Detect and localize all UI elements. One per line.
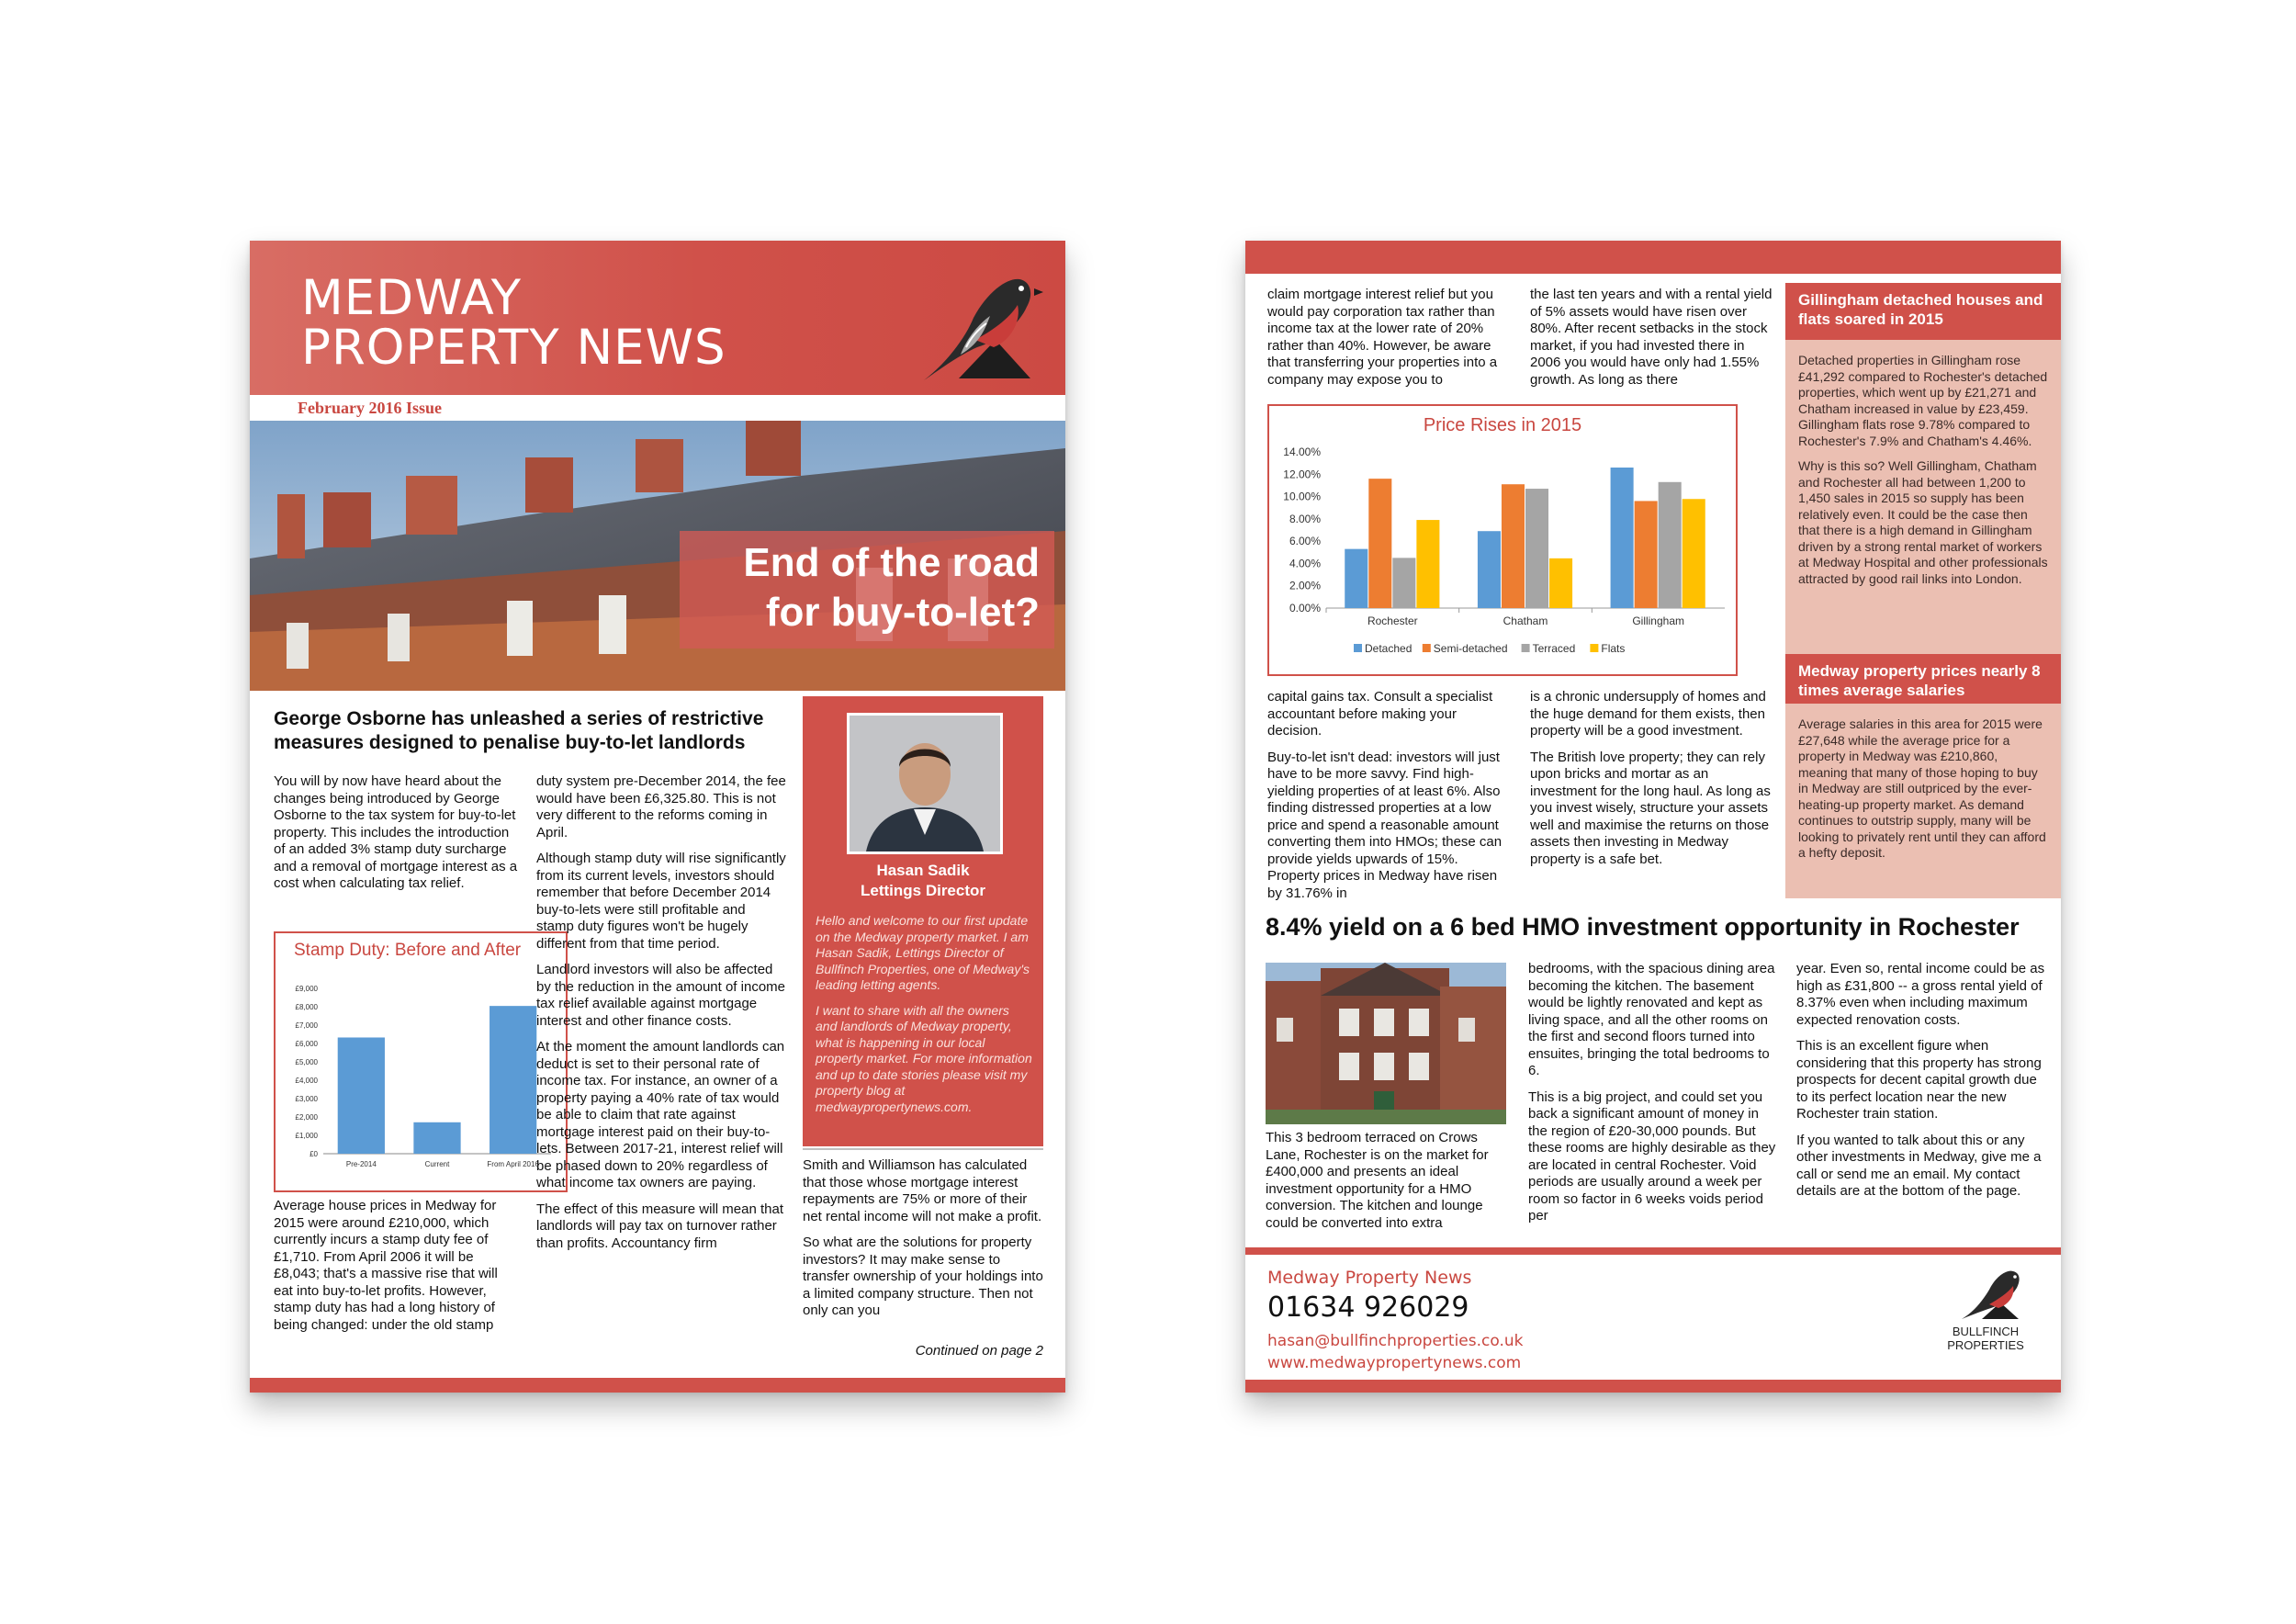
- stamp-duty-chart-plot: [276, 933, 566, 1190]
- bar: [1368, 479, 1391, 608]
- y-tick-label: £2,000: [295, 1113, 318, 1122]
- legend-swatch: [1590, 644, 1598, 652]
- footer-website: www.medwaypropertynews.com: [1267, 1354, 1522, 1372]
- y-tick-label: 4.00%: [1289, 557, 1321, 570]
- footer-divider: [1245, 1247, 2061, 1255]
- bar: [1478, 531, 1501, 608]
- footer-bar: [1245, 1380, 2061, 1393]
- hmo-property-photo: [1266, 963, 1506, 1124]
- y-tick-label: 10.00%: [1283, 490, 1321, 503]
- author-photo: [847, 713, 1003, 854]
- legend-label: Flats: [1601, 642, 1626, 655]
- x-tick-label: Pre-2014: [345, 1160, 377, 1168]
- y-tick-label: £9,000: [295, 985, 318, 993]
- bullfinch-logo-icon: [906, 252, 1049, 388]
- sidebar-body-salaries: [1798, 716, 2050, 862]
- hmo-column-1: [1266, 1130, 1506, 1241]
- article-paragraph: bedrooms, with the spacious dining area becoming the kitchen. The basement would be lightly renovated and kept as living space, and all the other rooms on the first and second floors turned into ensuites, bringing the total bedrooms to 6.: [1528, 961, 1775, 1078]
- article-paragraph: This is an excellent figure when considering that this property has strong prospects for decent capital growth due to its perfect location near the new Rochester train station.: [1796, 1038, 2042, 1122]
- footer-phone: 01634 926029: [1267, 1291, 1469, 1324]
- brand-name-line2: PROPERTIES: [1947, 1338, 2024, 1352]
- price-rises-chart-plot: [1269, 406, 1736, 674]
- article-column-2: [536, 773, 786, 1261]
- legend-swatch: [1354, 644, 1362, 652]
- hero-headline-line2: for buy-to-let?: [765, 590, 1040, 635]
- sidebar-divider: [803, 1148, 1043, 1150]
- x-tick-label: Rochester: [1367, 615, 1418, 627]
- newsletter-page-2: [1245, 241, 2061, 1393]
- brand-name: [1921, 1325, 2050, 1352]
- article-column-1-mid: [1267, 689, 1514, 911]
- market-sidebar: [1785, 283, 2061, 898]
- article-paragraph: Buy-to-let isn't dead: investors will just have to be more savvy. Find high-yielding properties of at least 6%. Also finding distressed properties at a low price and spend a reasonable amount converting them into HMOs; these can provide yields upwards of 15%. Property prices in Medway have risen by 31.76% in: [1267, 749, 1503, 901]
- article-paragraph: claim mortgage interest relief but you would pay corporation tax rather than income tax at the lower rate of 20% rather than 40%. However, be aware that transferring your properties into a company may expose you to: [1267, 287, 1498, 388]
- footer-title: Medway Property News: [1267, 1268, 1472, 1288]
- article-paragraph: the last ten years and with a rental yield of 5% assets would have risen over 80%. After recent setbacks in the stock market, if you had invested there in 2006 you would have only had 1.55% growth. As long as there: [1530, 287, 1773, 388]
- bar: [413, 1122, 460, 1154]
- legend-label: Terraced: [1532, 642, 1576, 655]
- article-column-2: [1530, 287, 1776, 398]
- chart-title: Price Rises in 2015: [1423, 415, 1582, 435]
- article-paragraph: Although stamp duty will rise significantly from its current levels, investors should remember that before December 2014 buy-to-lets were still profitable and stamp duty figures won't be hugely different from that time period.: [536, 851, 786, 952]
- article-paragraph: This is a big project, and could set you back a significant amount of money in the region of £20-30,000 pounds. But these rooms are highly desirable as they are located in central Rochester. Void periods are usually around a week per room so factor in 6 weeks voids period per: [1528, 1088, 1776, 1224]
- y-tick-label: £8,000: [295, 1003, 318, 1011]
- bar: [1635, 501, 1658, 608]
- sidebar-heading-gillingham: Gillingham detached houses and flats soared in 2015: [1785, 283, 2061, 340]
- article-column-2-mid: [1530, 689, 1776, 877]
- legend-label: Semi-detached: [1433, 642, 1508, 655]
- author-sidebar: [803, 696, 1043, 1146]
- y-tick-label: 14.00%: [1283, 445, 1321, 458]
- stamp-duty-chart: [274, 931, 568, 1192]
- sidebar-paragraph: I want to share with all the owners and landlords of Medway property, what is happening in our local property market. For more information and up to date stories please visit my property blog at medwaypropertynews.com.: [816, 1002, 1032, 1114]
- bar: [1683, 499, 1705, 608]
- top-bar: [1245, 241, 2061, 274]
- article-paragraph: So what are the solutions for property investors? It may make sense to transfer ownership of your holdings into a limited company structure. Then not only can you: [803, 1235, 1043, 1318]
- article-column-3: [803, 1157, 1043, 1329]
- article-paragraph: is a chronic undersupply of homes and the huge demand for them exists, then property will be a good investment.: [1530, 689, 1766, 739]
- hmo-headline: 8.4% yield on a 6 bed HMO investment opportunity in Rochester: [1266, 913, 2020, 941]
- bar: [1392, 558, 1415, 608]
- y-tick-label: £0: [310, 1150, 318, 1158]
- article-column-1-continued: [274, 1198, 520, 1343]
- masthead-title-line1: MEDWAY: [301, 270, 523, 326]
- sidebar-heading-salaries: Medway property prices nearly 8 times average salaries: [1785, 654, 2061, 704]
- article-paragraph: Smith and Williamson has calculated that those whose mortgage interest repayments are 75% or more of their net rental income will not make a profit.: [803, 1157, 1042, 1224]
- bar: [1502, 484, 1525, 608]
- author-role: Lettings Director: [860, 882, 986, 899]
- y-tick-label: 12.00%: [1283, 468, 1321, 481]
- article-column-1: [1267, 287, 1514, 398]
- x-tick-label: Current: [424, 1160, 450, 1168]
- bar: [1549, 558, 1572, 608]
- price-rises-chart: [1267, 404, 1738, 676]
- y-tick-label: £1,000: [295, 1132, 318, 1140]
- x-tick-label: From April 2016: [487, 1160, 539, 1168]
- article-headline: George Osborne has unleashed a series of restrictive measures designed to penalise buy-to-let landlords: [274, 708, 764, 753]
- hmo-column-3: [1796, 961, 2048, 1210]
- chart-title: Stamp Duty: Before and After: [294, 941, 522, 960]
- y-tick-label: £7,000: [295, 1021, 318, 1030]
- bar: [1525, 489, 1548, 608]
- article-paragraph: This 3 bedroom terraced on Crows Lane, Rochester is on the market for £400,000 and presents an ideal investment opportunity for a HMO conversion. The kitchen and lounge could be converted into extra: [1266, 1130, 1489, 1231]
- portrait-image: [850, 716, 1000, 851]
- sidebar-paragraph: Average salaries in this area for 2015 were £27,648 while the average price for a property in Medway was £210,860, meaning that many of those hoping to buy in Medway are still outpriced by the ever-heating-up property market. As demand continues to outstrip supply, many will be looking to privately rent until they can afford a hefty deposit.: [1798, 716, 2046, 860]
- continued-note: Continued on page 2: [915, 1343, 1043, 1359]
- article-paragraph: Landlord investors will also be affected by the reduction in the amount of income tax relief available against mortgage interest and other finance costs.: [536, 962, 785, 1029]
- footer-bar: [250, 1378, 1065, 1393]
- y-tick-label: 2.00%: [1289, 579, 1321, 592]
- x-tick-label: Gillingham: [1632, 615, 1685, 627]
- y-tick-label: £5,000: [295, 1058, 318, 1066]
- bar: [490, 1006, 536, 1154]
- newsletter-page-1: [250, 241, 1065, 1393]
- bar: [1345, 549, 1367, 608]
- y-tick-label: 8.00%: [1289, 512, 1321, 525]
- hero-headline-line1: End of the road: [743, 540, 1040, 585]
- bullfinch-brand-icon: [1958, 1262, 2028, 1323]
- bar: [1611, 468, 1634, 608]
- issue-date: February 2016 Issue: [298, 399, 442, 417]
- article-paragraph: year. Even so, rental income could be as high as £31,800 -- a gross rental yield of 8.37% even when including maximum expected renovation costs.: [1796, 961, 2045, 1028]
- sidebar-paragraph: Why is this so? Well Gillingham, Chatham and Rochester all had between 1,200 to 1,450 sales in 2015 so supply has been relatively even. It could be the case then that there is a high demand in Gillingham driven by a strong rental market of workers at Medway Hospital and other professionals attracted by good rail links into London.: [1798, 458, 2048, 586]
- masthead: [250, 241, 1065, 395]
- legend-label: Detached: [1365, 642, 1412, 655]
- sidebar-body-gillingham: [1798, 353, 2050, 587]
- bar: [338, 1037, 385, 1154]
- article-paragraph: You will by now have heard about the changes being introduced by George Osborne to the tax system for buy-to-let property. This includes the introduction of an added 3% stamp duty surcharge and a removal of mortgage interest as a cost when calculating tax relief.: [274, 773, 518, 891]
- townhouse-image: [1266, 963, 1506, 1124]
- sidebar-intro: [816, 913, 1032, 1115]
- article-paragraph: The British love property; they can rely upon bricks and mortar as an investment for the long haul. As long as you invest wisely, structure your assets well and maximise the returns on those assets then investing in Medway property is a safe bet.: [1530, 749, 1771, 867]
- sidebar-paragraph: Hello and welcome to our first update on the Medway property market. I am Hasan Sadik, Lettings Director of Bullfinch Properties, one of Medway's leading letting agents.: [816, 913, 1030, 992]
- article-paragraph: Average house prices in Medway for 2015 were around £210,000, which currently incurs a stamp duty fee of £1,710. From April 2006 it will be £8,043; that's a massive rise that will eat into buy-to-let profits. However, stamp duty has had a long history of being changed: under the old stamp: [274, 1198, 498, 1333]
- x-tick-label: Chatham: [1503, 615, 1548, 627]
- article-paragraph: capital gains tax. Consult a specialist accountant before making your decision.: [1267, 689, 1493, 739]
- legend-swatch: [1423, 644, 1431, 652]
- author-name: Hasan Sadik: [876, 862, 970, 879]
- footer-email: hasan@bullfinchproperties.co.uk: [1267, 1332, 1524, 1350]
- article-paragraph: If you wanted to talk about this or any other investments in Medway, give me a call or send me an email. My contact details are at the bottom of the page.: [1796, 1132, 2042, 1199]
- article-paragraph: duty system pre-December 2014, the fee would have been £6,325.80. This is not very different to the reforms coming in April.: [536, 773, 786, 840]
- y-tick-label: £6,000: [295, 1040, 318, 1048]
- brand-name-line1: BULLFINCH: [1952, 1325, 2020, 1338]
- article-paragraph: The effect of this measure will mean that landlords will pay tax on turnover rather than profits. Accountancy firm: [536, 1201, 784, 1251]
- article-paragraph: At the moment the amount landlords can deduct is set to their personal rate of income tax. For instance, an owner of a property paying a 40% rate of tax would be able to claim that rate against mortgage interest paid on their buy-to-lets. Between 2017-21, interest relief will be phased down to 20% regardless of what income tax owners are paying.: [536, 1039, 785, 1190]
- y-tick-label: £4,000: [295, 1077, 318, 1085]
- bar: [1416, 520, 1439, 608]
- legend-swatch: [1522, 644, 1530, 652]
- bar: [1659, 482, 1682, 608]
- article-column-1: [274, 773, 520, 902]
- y-tick-label: £3,000: [295, 1095, 318, 1103]
- sidebar-paragraph: Detached properties in Gillingham rose £41,292 compared to Rochester's detached properties, which went up by £21,271 and Chatham increased in value by £23,459. Gillingham flats rose 9.78% compared to Rochester's 7.9% and Chatham's 4.46%.: [1798, 353, 2048, 448]
- hmo-column-2: [1528, 961, 1780, 1235]
- y-tick-label: 0.00%: [1289, 602, 1321, 615]
- masthead-title-line2: PROPERTY NEWS: [301, 320, 726, 376]
- y-tick-label: 6.00%: [1289, 535, 1321, 548]
